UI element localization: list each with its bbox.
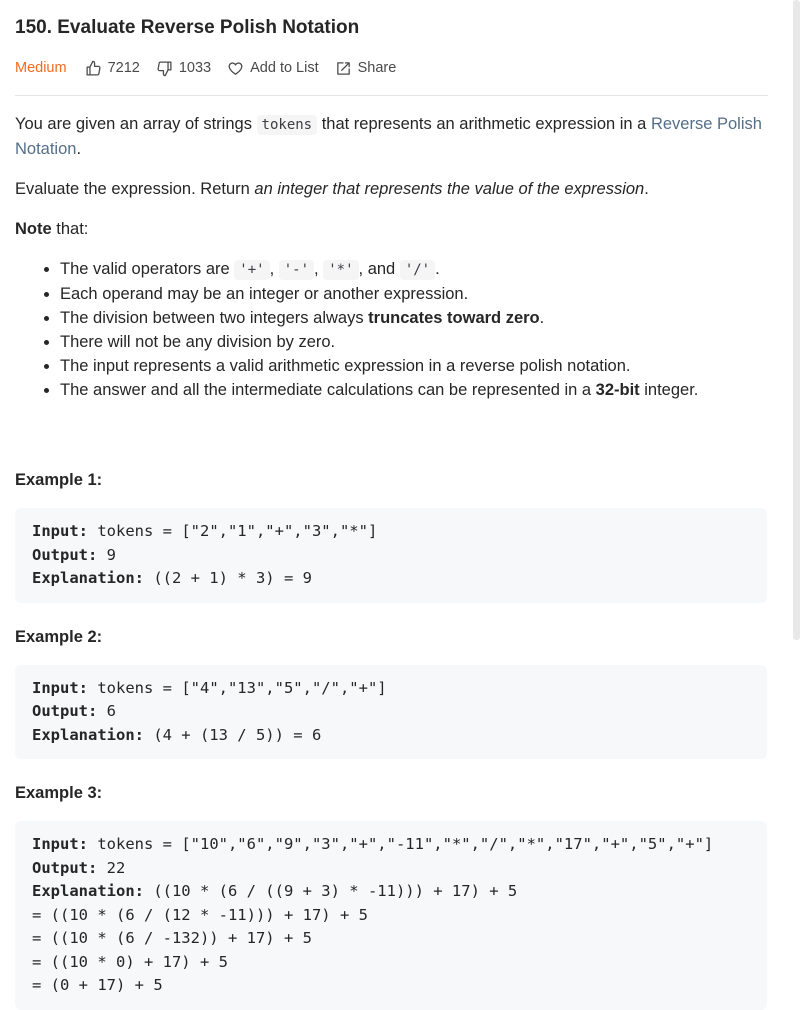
problem-meta-bar	[15, 54, 768, 82]
output-value: 9	[97, 545, 116, 564]
problem-content	[15, 112, 768, 1010]
list-item	[60, 306, 768, 330]
output-value: 6	[97, 702, 116, 720]
explanation-step: = ((10 * (6 / (12 * -11))) + 17) + 5	[32, 905, 368, 924]
example-1-heading: Example 1:	[15, 471, 103, 489]
explanation-step: = ((10 * (6 / -132)) + 17) + 5	[32, 929, 312, 947]
heart-icon	[227, 60, 244, 77]
operator-divide: '/'	[400, 260, 435, 280]
intro-text-middle: that represents an arithmetic expression in a	[317, 115, 651, 133]
scrollbar-thumb[interactable]	[793, 0, 800, 640]
intro-period: .	[76, 140, 82, 158]
evaluate-emphasis: an integer that represents the value of the expression	[254, 180, 645, 198]
scrollbar-track[interactable]	[792, 0, 800, 960]
output-value: 22	[97, 858, 126, 877]
note-paragraph	[15, 217, 768, 241]
and-text: , and	[358, 260, 396, 278]
problem-title: 150. Evaluate Reverse Polish Notation	[15, 17, 360, 38]
list-item	[60, 257, 768, 282]
input-value: tokens = ["10","6","9","3","+","-11","*","/","*","17","+","5","+"]	[88, 835, 714, 853]
example-1-block	[15, 508, 767, 603]
answer-text-end: integer.	[639, 381, 699, 399]
list-item: • The input represents a valid arithmetic expression in a reverse polish notation.	[60, 354, 768, 378]
explanation-step: = (0 + 17) + 5	[32, 976, 163, 994]
operator-plus: '+'	[234, 260, 269, 280]
output-label: Output:	[32, 858, 98, 877]
inline-code-tokens: tokens	[257, 115, 318, 135]
period: .	[539, 309, 545, 327]
notes-list	[15, 257, 768, 402]
difficulty-badge: Medium	[15, 60, 67, 76]
intro-paragraph	[15, 112, 768, 161]
thumbs-up-icon	[85, 60, 102, 77]
dislike-count: 1033	[178, 60, 212, 76]
example-3-block	[15, 821, 767, 1010]
operator-minus: '-'	[279, 260, 314, 280]
explanation-value: ((2 + 1) * 3) = 9	[143, 569, 312, 587]
period: .	[435, 260, 440, 278]
like-count: 7212	[107, 60, 140, 76]
add-to-list-button[interactable]	[227, 60, 319, 77]
thumbs-down-icon	[156, 60, 173, 77]
operator-multiply: '*'	[323, 260, 358, 280]
output-label: Output:	[32, 545, 98, 564]
share-label: Share	[357, 60, 397, 76]
example-2-block	[15, 665, 767, 760]
header-divider	[15, 95, 768, 96]
comma: ,	[314, 260, 319, 278]
input-value: tokens = ["2","1","+","3","*"]	[88, 522, 378, 540]
input-label: Input:	[32, 522, 88, 540]
output-label: Output:	[32, 702, 98, 720]
comma: ,	[269, 260, 275, 278]
example-2-heading: Example 2:	[15, 627, 103, 646]
add-to-list-label: Add to List	[250, 60, 319, 76]
explanation-value: (4 + (13 / 5)) = 6	[143, 725, 322, 744]
reverse-polish-notation-link[interactable]: Reverse Polish Notation	[15, 115, 762, 158]
input-label: Input:	[32, 835, 88, 853]
share-icon	[335, 60, 352, 77]
dislike-button[interactable]	[156, 60, 211, 77]
explanation-label: Explanation:	[32, 569, 144, 587]
explanation-label: Explanation:	[32, 882, 144, 900]
list-item: • There will not be any division by zero.	[60, 330, 768, 354]
explanation-step: = ((10 * 0) + 17) + 5	[32, 952, 228, 971]
answer-text: The answer and all the intermediate calculations can be represented in a	[60, 381, 596, 399]
evaluate-paragraph	[15, 177, 768, 201]
evaluate-text: Evaluate the expression. Return	[15, 180, 255, 198]
operators-text: The valid operators are	[60, 260, 235, 278]
share-button[interactable]	[335, 60, 397, 77]
division-text: The division between two integers always	[60, 309, 369, 327]
evaluate-period: .	[644, 180, 649, 198]
explanation-label: Explanation:	[32, 725, 144, 744]
division-bold: truncates toward zero	[368, 309, 540, 327]
explanation-value: ((10 * (6 / ((9 + 3) * -11))) + 17) + 5	[143, 882, 518, 900]
intro-text: You are given an array of strings	[15, 115, 257, 133]
example-3-heading: Example 3:	[15, 784, 103, 802]
input-label: Input:	[32, 678, 88, 697]
list-item: • Each operand may be an integer or another expression.	[60, 282, 768, 306]
note-bold: Note	[15, 220, 52, 238]
like-button[interactable]	[85, 60, 140, 77]
bit-bold: 32-bit	[595, 381, 640, 399]
list-item	[60, 378, 768, 402]
input-value: tokens = ["4","13","5","/","+"]	[88, 678, 387, 697]
note-text: that:	[51, 220, 89, 238]
